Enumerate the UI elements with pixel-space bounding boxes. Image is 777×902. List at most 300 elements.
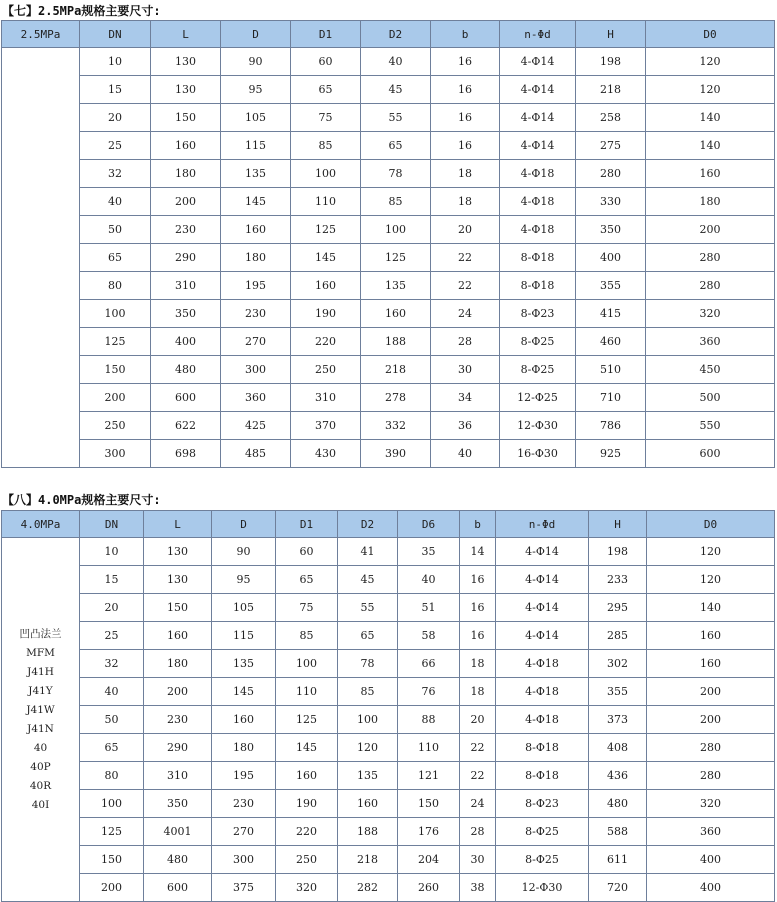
column-header: D xyxy=(212,511,276,538)
table-cell: 22 xyxy=(460,734,496,762)
table-cell: 218 xyxy=(576,76,646,104)
table-cell: 140 xyxy=(646,132,775,160)
table-cell: 145 xyxy=(221,188,291,216)
table-cell: 4-Φ18 xyxy=(496,706,589,734)
table-cell: 150 xyxy=(144,594,212,622)
table-cell: 332 xyxy=(361,412,431,440)
table-cell: 180 xyxy=(151,160,221,188)
table-cell: 400 xyxy=(151,328,221,356)
table-cell: 360 xyxy=(646,328,775,356)
model-label-line: J41N xyxy=(27,722,54,735)
table-cell: 16 xyxy=(460,594,496,622)
table-cell: 8-Φ18 xyxy=(500,244,576,272)
table-row xyxy=(2,244,775,272)
column-header: n-Φd xyxy=(500,21,576,48)
table-row xyxy=(2,328,775,356)
table-cell: 4-Φ18 xyxy=(500,216,576,244)
table-cell: 12-Φ25 xyxy=(500,384,576,412)
table-cell: 22 xyxy=(460,762,496,790)
table-cell: 24 xyxy=(460,790,496,818)
table-row xyxy=(2,566,775,594)
table-cell: 698 xyxy=(151,440,221,468)
table-cell: 4-Φ18 xyxy=(500,160,576,188)
table-row xyxy=(2,650,775,678)
table-cell: 4-Φ14 xyxy=(500,48,576,76)
table-cell: 150 xyxy=(80,846,144,874)
table-cell: 18 xyxy=(460,678,496,706)
section-7-title: 【七】2.5MPa规格主要尺寸: xyxy=(2,4,161,18)
table-cell: 120 xyxy=(647,538,775,566)
table-cell: 90 xyxy=(212,538,276,566)
table-cell: 10 xyxy=(80,48,151,76)
table-cell: 66 xyxy=(398,650,460,678)
table-cell: 233 xyxy=(589,566,647,594)
table-cell: 278 xyxy=(361,384,431,412)
table-cell: 130 xyxy=(151,76,221,104)
table-cell: 20 xyxy=(460,706,496,734)
table-cell: 16 xyxy=(431,48,500,76)
table-cell: 115 xyxy=(212,622,276,650)
table-row xyxy=(2,272,775,300)
table-cell: 188 xyxy=(338,818,398,846)
table-cell: 200 xyxy=(646,216,775,244)
spec-table-4-0mpa xyxy=(1,510,775,902)
table-cell: 4001 xyxy=(144,818,212,846)
table-cell: 8-Φ25 xyxy=(500,356,576,384)
table-cell: 350 xyxy=(151,300,221,328)
table-cell: 270 xyxy=(221,328,291,356)
table-cell: 8-Φ18 xyxy=(496,762,589,790)
table-row xyxy=(2,818,775,846)
table-cell: 145 xyxy=(212,678,276,706)
table-cell: 12-Φ30 xyxy=(496,874,589,902)
table-cell: 110 xyxy=(291,188,361,216)
table-cell: 375 xyxy=(212,874,276,902)
table-cell: 4-Φ14 xyxy=(496,538,589,566)
table-cell: 436 xyxy=(589,762,647,790)
table-cell: 121 xyxy=(398,762,460,790)
table-cell: 16 xyxy=(431,104,500,132)
table-row xyxy=(2,300,775,328)
table-cell: 330 xyxy=(576,188,646,216)
table-cell: 280 xyxy=(576,160,646,188)
table-cell: 360 xyxy=(221,384,291,412)
table-cell: 40 xyxy=(80,678,144,706)
table-cell: 40 xyxy=(80,188,151,216)
section-8-title: 【八】4.0MPa规格主要尺寸: xyxy=(2,493,161,507)
table-cell: 180 xyxy=(221,244,291,272)
table-cell: 100 xyxy=(338,706,398,734)
table-cell: 12-Φ30 xyxy=(500,412,576,440)
table-cell: 50 xyxy=(80,706,144,734)
table-cell: 8-Φ25 xyxy=(496,818,589,846)
table-cell: 230 xyxy=(212,790,276,818)
table-cell: 160 xyxy=(647,622,775,650)
table-cell: 250 xyxy=(291,356,361,384)
model-label-line: J41H xyxy=(27,665,54,678)
table-cell: 135 xyxy=(338,762,398,790)
table-cell: 130 xyxy=(151,48,221,76)
table-cell: 28 xyxy=(431,328,500,356)
table-row xyxy=(2,76,775,104)
table-cell: 430 xyxy=(291,440,361,468)
table-cell: 8-Φ25 xyxy=(496,846,589,874)
table-cell: 4-Φ18 xyxy=(496,678,589,706)
table-cell: 180 xyxy=(646,188,775,216)
table-cell: 190 xyxy=(276,790,338,818)
table-cell: 195 xyxy=(212,762,276,790)
table-cell: 85 xyxy=(338,678,398,706)
table-cell: 160 xyxy=(647,650,775,678)
table-cell: 600 xyxy=(646,440,775,468)
table-cell: 200 xyxy=(647,678,775,706)
table-cell: 260 xyxy=(398,874,460,902)
table-row xyxy=(2,160,775,188)
table-cell: 18 xyxy=(431,188,500,216)
table-cell: 160 xyxy=(276,762,338,790)
table-cell: 250 xyxy=(276,846,338,874)
table-cell: 85 xyxy=(276,622,338,650)
table-cell: 200 xyxy=(80,874,144,902)
table-cell: 65 xyxy=(276,566,338,594)
table-cell: 100 xyxy=(291,160,361,188)
spec-table-2-5mpa xyxy=(1,20,775,468)
table-cell: 140 xyxy=(647,594,775,622)
table-cell: 65 xyxy=(291,76,361,104)
table-cell: 355 xyxy=(576,272,646,300)
table-cell: 230 xyxy=(221,300,291,328)
table-cell: 125 xyxy=(276,706,338,734)
table-cell: 95 xyxy=(212,566,276,594)
table-cell: 16 xyxy=(431,76,500,104)
table-cell: 280 xyxy=(646,244,775,272)
table-cell: 200 xyxy=(80,384,151,412)
table-cell: 28 xyxy=(460,818,496,846)
table-cell: 51 xyxy=(398,594,460,622)
table-cell: 160 xyxy=(212,706,276,734)
table-header-row xyxy=(2,511,775,538)
table-cell: 425 xyxy=(221,412,291,440)
table-row xyxy=(2,104,775,132)
table-cell: 150 xyxy=(151,104,221,132)
table-cell: 190 xyxy=(291,300,361,328)
model-label-line: 凹凸法兰 xyxy=(19,627,62,640)
table-cell: 90 xyxy=(221,48,291,76)
table-cell: 285 xyxy=(589,622,647,650)
table-row xyxy=(2,762,775,790)
table-cell: 485 xyxy=(221,440,291,468)
table-cell: 18 xyxy=(460,650,496,678)
table-cell: 135 xyxy=(221,160,291,188)
table-cell: 270 xyxy=(212,818,276,846)
column-header: DN xyxy=(80,511,144,538)
table-cell: 310 xyxy=(151,272,221,300)
table-cell: 195 xyxy=(221,272,291,300)
table-cell: 480 xyxy=(144,846,212,874)
table-cell: 45 xyxy=(361,76,431,104)
table-cell: 35 xyxy=(398,538,460,566)
table-cell: 24 xyxy=(431,300,500,328)
table-cell: 65 xyxy=(80,244,151,272)
model-label-line: 40 xyxy=(33,741,48,754)
table-cell: 160 xyxy=(221,216,291,244)
table-cell: 120 xyxy=(647,566,775,594)
table-row xyxy=(2,706,775,734)
table-cell: 4-Φ14 xyxy=(500,76,576,104)
table-cell: 400 xyxy=(647,846,775,874)
table-cell: 295 xyxy=(589,594,647,622)
table-cell: 290 xyxy=(151,244,221,272)
table-row xyxy=(2,188,775,216)
table-cell: 200 xyxy=(151,188,221,216)
table-cell: 30 xyxy=(460,846,496,874)
table-cell: 360 xyxy=(647,818,775,846)
table-cell: 110 xyxy=(276,678,338,706)
table-row xyxy=(2,132,775,160)
column-header: D0 xyxy=(646,21,775,48)
table-cell: 280 xyxy=(647,762,775,790)
table-cell: 320 xyxy=(646,300,775,328)
column-header: D1 xyxy=(276,511,338,538)
table-cell: 130 xyxy=(144,566,212,594)
table-cell: 88 xyxy=(398,706,460,734)
table-body xyxy=(2,538,775,902)
table-cell: 300 xyxy=(212,846,276,874)
table-cell: 8-Φ23 xyxy=(500,300,576,328)
table-cell: 145 xyxy=(291,244,361,272)
table-cell: 78 xyxy=(338,650,398,678)
table-cell: 105 xyxy=(212,594,276,622)
table-cell: 550 xyxy=(646,412,775,440)
table-cell: 25 xyxy=(80,622,144,650)
table-cell: 34 xyxy=(431,384,500,412)
table-cell: 282 xyxy=(338,874,398,902)
table-row xyxy=(2,734,775,762)
table-cell: 130 xyxy=(144,538,212,566)
table-cell: 22 xyxy=(431,272,500,300)
table-cell: 355 xyxy=(589,678,647,706)
table-cell: 100 xyxy=(80,790,144,818)
table-cell: 200 xyxy=(144,678,212,706)
table-cell: 4-Φ14 xyxy=(496,566,589,594)
table-cell: 176 xyxy=(398,818,460,846)
table-cell: 786 xyxy=(576,412,646,440)
table-row xyxy=(2,440,775,468)
column-header: b xyxy=(431,21,500,48)
table-cell: 8-Φ23 xyxy=(496,790,589,818)
table-cell: 230 xyxy=(151,216,221,244)
table-cell: 85 xyxy=(291,132,361,160)
table-cell: 8-Φ18 xyxy=(500,272,576,300)
table-cell: 30 xyxy=(431,356,500,384)
table-cell: 16 xyxy=(460,566,496,594)
table-cell: 125 xyxy=(361,244,431,272)
model-label-line: 40R xyxy=(29,779,52,792)
table-cell: 85 xyxy=(361,188,431,216)
table-cell: 450 xyxy=(646,356,775,384)
table-cell: 180 xyxy=(212,734,276,762)
table-cell: 135 xyxy=(212,650,276,678)
table-cell: 510 xyxy=(576,356,646,384)
table-cell: 160 xyxy=(151,132,221,160)
table-cell: 41 xyxy=(338,538,398,566)
table-cell: 720 xyxy=(589,874,647,902)
table-cell: 100 xyxy=(276,650,338,678)
table-row xyxy=(2,384,775,412)
table-cell: 120 xyxy=(646,76,775,104)
table-cell: 408 xyxy=(589,734,647,762)
column-header: D xyxy=(221,21,291,48)
table-cell: 204 xyxy=(398,846,460,874)
table-cell: 4-Φ14 xyxy=(496,594,589,622)
table-cell: 65 xyxy=(361,132,431,160)
table-cell: 140 xyxy=(646,104,775,132)
table-cell: 218 xyxy=(361,356,431,384)
table-cell: 622 xyxy=(151,412,221,440)
table-cell: 710 xyxy=(576,384,646,412)
table-cell: 400 xyxy=(647,874,775,902)
table-cell: 16 xyxy=(431,132,500,160)
table-cell: 40 xyxy=(398,566,460,594)
column-header: H xyxy=(589,511,647,538)
table-body xyxy=(2,48,775,468)
table-cell: 75 xyxy=(291,104,361,132)
column-header: b xyxy=(460,511,496,538)
table-cell: 8-Φ25 xyxy=(500,328,576,356)
column-header: D2 xyxy=(338,511,398,538)
table-cell: 75 xyxy=(276,594,338,622)
model-label-line: 40P xyxy=(30,760,51,773)
table-cell: 145 xyxy=(276,734,338,762)
table-cell: 390 xyxy=(361,440,431,468)
table-cell: 258 xyxy=(576,104,646,132)
model-label-line: J41Y xyxy=(28,684,53,697)
table-cell: 110 xyxy=(398,734,460,762)
table-cell: 135 xyxy=(361,272,431,300)
table-row xyxy=(2,412,775,440)
table-cell: 302 xyxy=(589,650,647,678)
table-cell: 218 xyxy=(338,846,398,874)
table-cell: 125 xyxy=(291,216,361,244)
table-cell: 45 xyxy=(338,566,398,594)
column-header: D0 xyxy=(647,511,775,538)
table-row xyxy=(2,790,775,818)
table-cell: 160 xyxy=(291,272,361,300)
table-cell: 60 xyxy=(291,48,361,76)
table-cell: 611 xyxy=(589,846,647,874)
table-cell: 373 xyxy=(589,706,647,734)
table-cell: 18 xyxy=(431,160,500,188)
table-cell: 320 xyxy=(276,874,338,902)
table-cell: 80 xyxy=(80,272,151,300)
table-cell: 36 xyxy=(431,412,500,440)
table-cell: 4-Φ14 xyxy=(500,132,576,160)
table-cell: 310 xyxy=(144,762,212,790)
table-cell: 500 xyxy=(646,384,775,412)
table-cell: 65 xyxy=(338,622,398,650)
column-header: L xyxy=(144,511,212,538)
column-header: D1 xyxy=(291,21,361,48)
table-cell: 100 xyxy=(361,216,431,244)
column-header: D2 xyxy=(361,21,431,48)
model-label-line: J41W xyxy=(26,703,55,716)
column-header: D6 xyxy=(398,511,460,538)
model-label-line: 40I xyxy=(31,798,50,811)
table-cell: 95 xyxy=(221,76,291,104)
table-cell: 350 xyxy=(576,216,646,244)
column-header: L xyxy=(151,21,221,48)
table-cell: 15 xyxy=(80,76,151,104)
table-cell: 160 xyxy=(144,622,212,650)
table-cell: 15 xyxy=(80,566,144,594)
table-cell: 40 xyxy=(431,440,500,468)
table-cell: 120 xyxy=(646,48,775,76)
table-cell: 78 xyxy=(361,160,431,188)
model-label-line: MFM xyxy=(26,646,55,659)
table-cell: 4-Φ18 xyxy=(500,188,576,216)
table-cell: 350 xyxy=(144,790,212,818)
table-cell: 220 xyxy=(276,818,338,846)
table-cell: 105 xyxy=(221,104,291,132)
table-cell: 16 xyxy=(460,622,496,650)
table-cell: 600 xyxy=(151,384,221,412)
table-cell: 460 xyxy=(576,328,646,356)
table-cell: 20 xyxy=(431,216,500,244)
table-row xyxy=(2,846,775,874)
table-row xyxy=(2,594,775,622)
table-row xyxy=(2,678,775,706)
table-cell: 480 xyxy=(151,356,221,384)
table-cell: 32 xyxy=(80,650,144,678)
column-header: 2.5MPa xyxy=(2,21,80,48)
table-cell: 4-Φ14 xyxy=(500,104,576,132)
table-cell: 160 xyxy=(338,790,398,818)
table-cell: 76 xyxy=(398,678,460,706)
table-cell: 120 xyxy=(338,734,398,762)
column-header: H xyxy=(576,21,646,48)
table-cell: 60 xyxy=(276,538,338,566)
table-cell: 8-Φ18 xyxy=(496,734,589,762)
table-cell: 10 xyxy=(80,538,144,566)
table-row xyxy=(2,356,775,384)
table-cell: 50 xyxy=(80,216,151,244)
table-cell: 275 xyxy=(576,132,646,160)
table-cell: 160 xyxy=(361,300,431,328)
table-cell: 65 xyxy=(80,734,144,762)
table-row xyxy=(2,216,775,244)
table-cell: 25 xyxy=(80,132,151,160)
table-cell: 4-Φ18 xyxy=(496,650,589,678)
table-cell: 230 xyxy=(144,706,212,734)
table-cell: 200 xyxy=(647,706,775,734)
column-header: n-Φd xyxy=(496,511,589,538)
table-cell: 400 xyxy=(576,244,646,272)
table-cell: 280 xyxy=(647,734,775,762)
table-cell: 38 xyxy=(460,874,496,902)
table-cell: 150 xyxy=(398,790,460,818)
table-cell: 280 xyxy=(646,272,775,300)
table-cell: 4-Φ14 xyxy=(496,622,589,650)
table-cell: 300 xyxy=(80,440,151,468)
table-cell: 80 xyxy=(80,762,144,790)
table-cell: 40 xyxy=(361,48,431,76)
table-cell: 16-Φ30 xyxy=(500,440,576,468)
table-cell: 58 xyxy=(398,622,460,650)
table-cell: 115 xyxy=(221,132,291,160)
model-label-cell xyxy=(2,538,80,902)
table-cell: 925 xyxy=(576,440,646,468)
model-label-cell xyxy=(2,48,80,468)
